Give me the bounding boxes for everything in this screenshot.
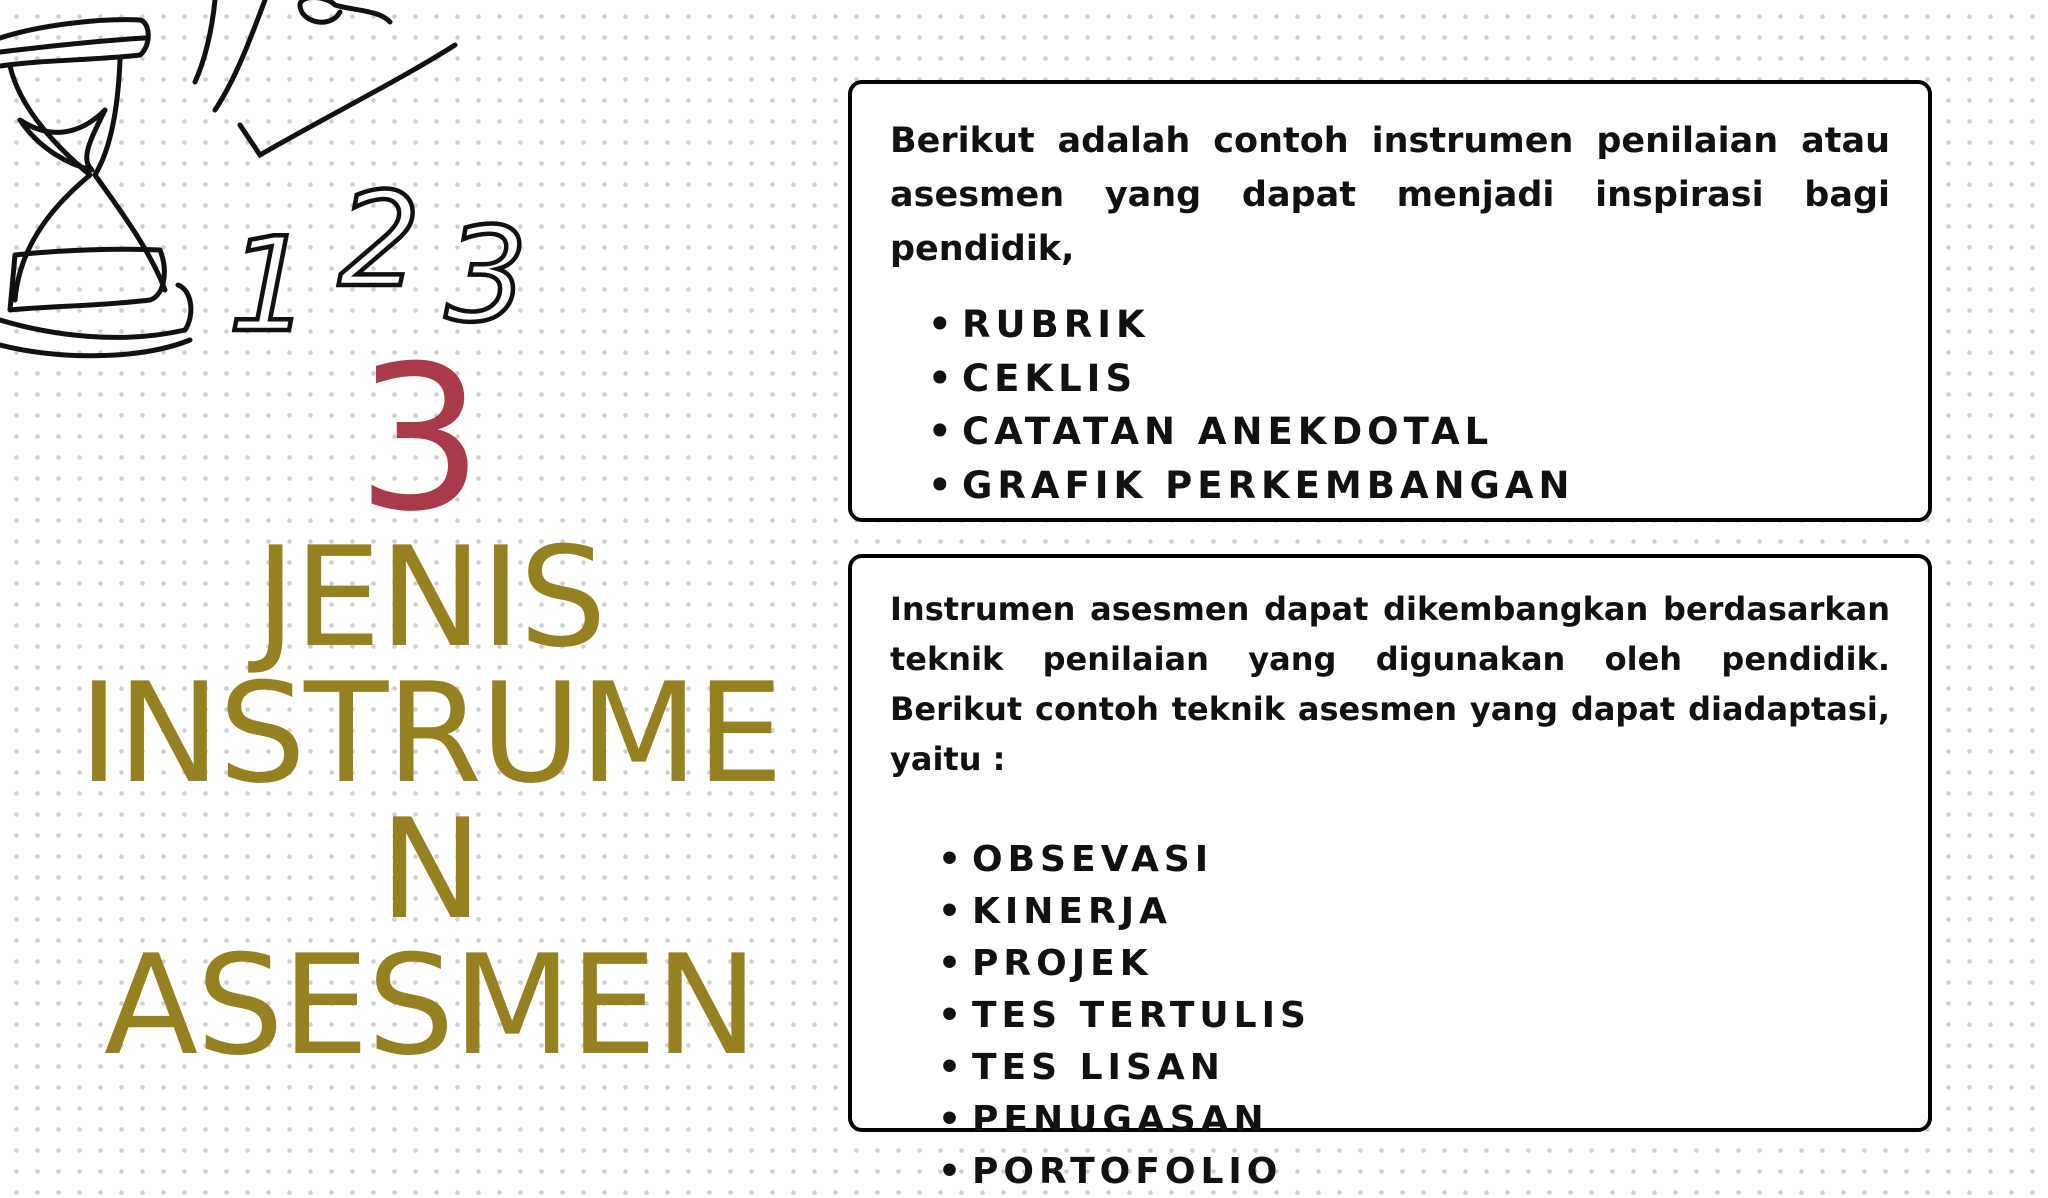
list-item: • PORTOFOLIO [972, 1146, 1890, 1198]
list-item: • KINERJA [972, 886, 1890, 938]
list-item: • CEKLIS [962, 352, 1890, 406]
list-item: • TES TERTULIS [972, 990, 1890, 1042]
instrument-examples-card [848, 80, 1932, 522]
list-item: • OBSEVASI [972, 834, 1890, 886]
title-line-3: N [379, 789, 481, 950]
list-item: • PROJEK [972, 938, 1890, 990]
list-item: • TES LISAN [972, 1042, 1890, 1094]
assessment-techniques-card [848, 554, 1932, 1192]
bullet-icon: • [938, 1099, 962, 1140]
bullet-icon: • [938, 1047, 962, 1088]
card-1-intro-text: Berikut adalah contoh instrumen penilaian atau asesmen yang dapat menjadi inspirasi bagi pendidik, [890, 121, 1890, 269]
bullet-icon: • [938, 891, 962, 932]
title-line-2: INSTRUME [78, 653, 782, 814]
title-line-1: JENIS [255, 517, 605, 678]
clock-rays-icon [195, 0, 455, 155]
list-item: • PENUGASAN [972, 1094, 1890, 1146]
bullet-icon: • [938, 839, 962, 880]
hourglass-icon [0, 20, 191, 356]
list-item: • CATATAN ANEKDOTAL [962, 405, 1890, 459]
instrument-list [890, 298, 1890, 512]
digit-1-doodle: 1 [228, 209, 311, 360]
digit-3-doodle: 3 [445, 199, 528, 351]
bullet-icon: • [938, 995, 962, 1036]
bullet-icon: • [928, 410, 952, 453]
title-number: 3 [356, 323, 484, 556]
hourglass-123-doodle [0, 0, 560, 360]
bullet-icon: • [938, 943, 962, 984]
list-item: • RUBRIK [962, 298, 1890, 352]
card-2-intro-text: Instrumen asesmen dapat dikembangkan berdasarkan teknik penilaian yang digunakan oleh pendidik. Berikut contoh teknik asesmen yang dapat diadaptasi, yaitu : [890, 590, 1890, 778]
title-line-4: ASESMEN [103, 925, 757, 1086]
list-item: • GRAFIK PERKEMBANGAN [962, 459, 1890, 513]
slide-title [20, 323, 840, 1086]
bullet-icon: • [928, 356, 952, 400]
bullet-icon: • [938, 1151, 962, 1192]
technique-list [890, 834, 1890, 1198]
bullet-icon: • [928, 303, 952, 346]
digit-2-doodle: 2 [338, 164, 421, 316]
bullet-icon: • [928, 463, 952, 507]
